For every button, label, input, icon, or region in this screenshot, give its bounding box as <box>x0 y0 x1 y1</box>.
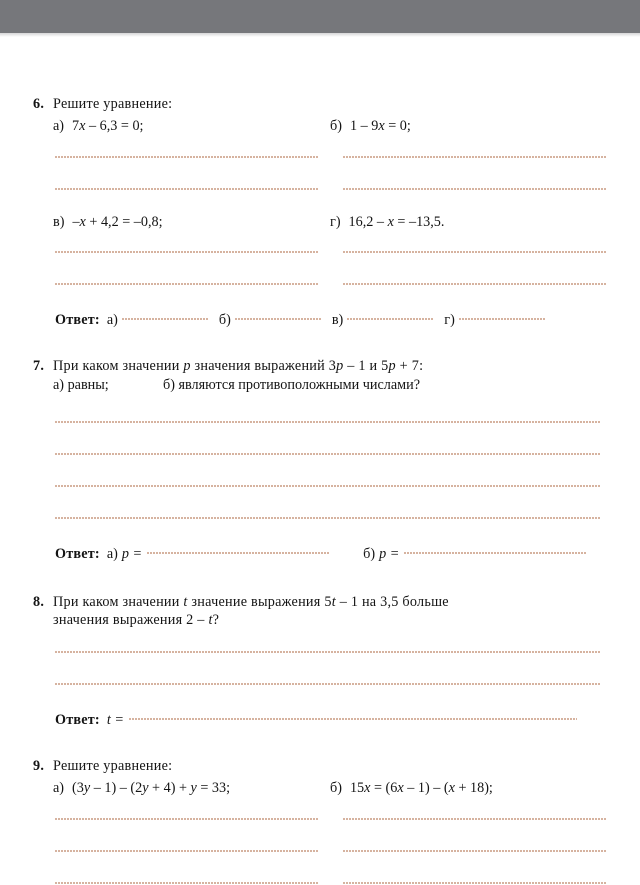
exercise-7-answer-a <box>107 546 329 563</box>
workline-row <box>55 421 607 424</box>
workline-right[interactable] <box>343 882 607 885</box>
workline-row <box>55 156 607 159</box>
workline-right[interactable] <box>343 251 607 254</box>
workline-full[interactable] <box>55 651 600 654</box>
workline-left[interactable] <box>55 188 319 191</box>
workline-right[interactable] <box>343 156 607 159</box>
workline-right[interactable] <box>343 283 607 286</box>
exercise-9-prompt: Решите уравнение: <box>53 758 173 775</box>
answer-slot-variable: p = <box>121 545 143 562</box>
exercise-6-item-b-label: б) <box>330 118 342 135</box>
exercise-8 <box>33 593 607 729</box>
workline-row <box>55 818 607 821</box>
exercise-6-answer-v <box>332 312 433 329</box>
exercise-6-answer-row <box>33 312 607 329</box>
workline-full[interactable] <box>55 485 600 488</box>
exercise-7-subitems <box>33 376 607 394</box>
workline-left[interactable] <box>55 850 319 853</box>
scan-edge-band <box>0 0 640 33</box>
exercise-8-prompt-wrap <box>53 593 607 629</box>
exercise-6-item-b-equation: 1 – 9x = 0; <box>349 118 411 135</box>
answer-slot-variable: p = <box>379 545 400 562</box>
answer-slot-label: а) <box>106 545 118 562</box>
workline-row <box>55 251 607 254</box>
exercise-8-prompt-line1: При каком значении t значение выражения 5t – 1 на 3,5 больше <box>53 593 449 610</box>
answer-label: Ответ: <box>55 312 100 329</box>
answer-blank[interactable] <box>147 552 329 555</box>
worksheet-content <box>33 95 607 885</box>
workline-left[interactable] <box>55 818 319 821</box>
exercise-7-answer-b <box>363 546 586 563</box>
exercise-6-worklines-vg <box>33 251 607 286</box>
exercise-7-heading <box>33 357 607 375</box>
exercise-7-subitem-b: б) являются противоположными числами? <box>163 377 421 394</box>
exercise-8-answer <box>107 712 577 729</box>
exercise-6-answer-b <box>219 312 321 329</box>
exercise-6-answer-g <box>444 312 545 329</box>
workline-row <box>55 683 607 686</box>
exercise-6-item-a-label: а) <box>53 118 65 135</box>
exercise-9 <box>33 757 607 885</box>
workline-row <box>55 453 607 456</box>
workline-full[interactable] <box>55 517 600 520</box>
exercise-9-row-ab <box>33 779 607 797</box>
exercise-6-row-ab <box>33 117 607 135</box>
answer-blank[interactable] <box>122 318 208 321</box>
workline-row <box>55 651 607 654</box>
answer-blank[interactable] <box>129 718 577 721</box>
exercise-9-item-b-label: б) <box>330 780 342 797</box>
workline-row <box>55 882 607 885</box>
exercise-6-item-v <box>53 213 330 231</box>
answer-blank[interactable] <box>459 318 545 321</box>
exercise-8-heading <box>33 593 607 629</box>
workline-right[interactable] <box>343 818 607 821</box>
answer-blank[interactable] <box>235 318 321 321</box>
exercise-6-item-b <box>330 117 607 135</box>
workline-left[interactable] <box>55 156 319 159</box>
exercise-6-row-vg <box>33 213 607 231</box>
exercise-6-heading <box>33 95 607 113</box>
workline-left[interactable] <box>55 251 319 254</box>
exercise-6-prompt: Решите уравнение: <box>53 96 173 112</box>
exercise-6 <box>33 95 607 329</box>
worksheet-page <box>0 37 640 878</box>
workline-full[interactable] <box>55 453 600 456</box>
workline-row <box>55 517 607 520</box>
exercise-8-answer-row <box>33 712 607 729</box>
exercise-6-number: 6. <box>33 96 45 112</box>
answer-blank[interactable] <box>404 552 586 555</box>
exercise-7-subitem-a: а) равны; <box>53 377 109 394</box>
exercise-9-number: 9. <box>33 758 45 775</box>
answer-slot-label: б) <box>218 312 231 329</box>
exercise-8-worklines <box>33 651 607 686</box>
exercise-8-number: 8. <box>33 593 45 610</box>
exercise-7-worklines <box>33 421 607 520</box>
exercise-9-heading <box>33 757 607 775</box>
exercise-6-worklines-ab <box>33 156 607 191</box>
exercise-7-prompt: При каком значении p значения выражений 3p – 1 и 5p + 7: <box>53 358 424 375</box>
answer-label: Ответ: <box>55 545 100 562</box>
exercise-9-item-a-equation: (3y – 1) – (2y + 4) + y = 33; <box>72 780 231 797</box>
workline-left[interactable] <box>55 882 319 885</box>
exercise-6-answer-a <box>107 312 208 329</box>
exercise-6-item-a <box>53 117 330 135</box>
exercise-9-item-b <box>330 779 607 797</box>
answer-slot-label: б) <box>363 545 376 562</box>
exercise-6-item-v-label: в) <box>53 213 65 230</box>
workline-full[interactable] <box>55 683 600 686</box>
exercise-9-worklines <box>33 818 607 885</box>
answer-label: Ответ: <box>55 712 100 729</box>
answer-blank[interactable] <box>347 318 433 321</box>
workline-row <box>55 850 607 853</box>
exercise-8-prompt-line2: значения выражения 2 – t? <box>53 611 220 628</box>
exercise-7 <box>33 357 607 563</box>
workline-right[interactable] <box>343 850 607 853</box>
workline-right[interactable] <box>343 188 607 191</box>
exercise-6-item-g-label: г) <box>330 213 341 230</box>
exercise-6-item-g-equation: 16,2 – x = –13,5. <box>348 213 445 230</box>
answer-slot-label: в) <box>331 312 344 329</box>
workline-full[interactable] <box>55 421 600 424</box>
exercise-9-item-a <box>53 779 330 797</box>
answer-slot-label: г) <box>444 312 455 329</box>
answer-slot-label: а) <box>106 312 118 329</box>
exercise-7-number: 7. <box>33 358 45 375</box>
exercise-6-item-v-equation: –x + 4,2 = –0,8; <box>72 213 163 230</box>
answer-slot-variable: t = <box>106 712 124 729</box>
workline-row <box>55 485 607 488</box>
exercise-6-item-a-equation: 7x – 6,3 = 0; <box>72 118 144 135</box>
exercise-7-answer-row <box>33 546 607 563</box>
exercise-6-item-g <box>330 213 607 231</box>
workline-left[interactable] <box>55 283 319 286</box>
exercise-9-item-a-label: а) <box>53 780 65 797</box>
exercise-9-item-b-equation: 15x = (6x – 1) – (x + 18); <box>349 780 493 797</box>
